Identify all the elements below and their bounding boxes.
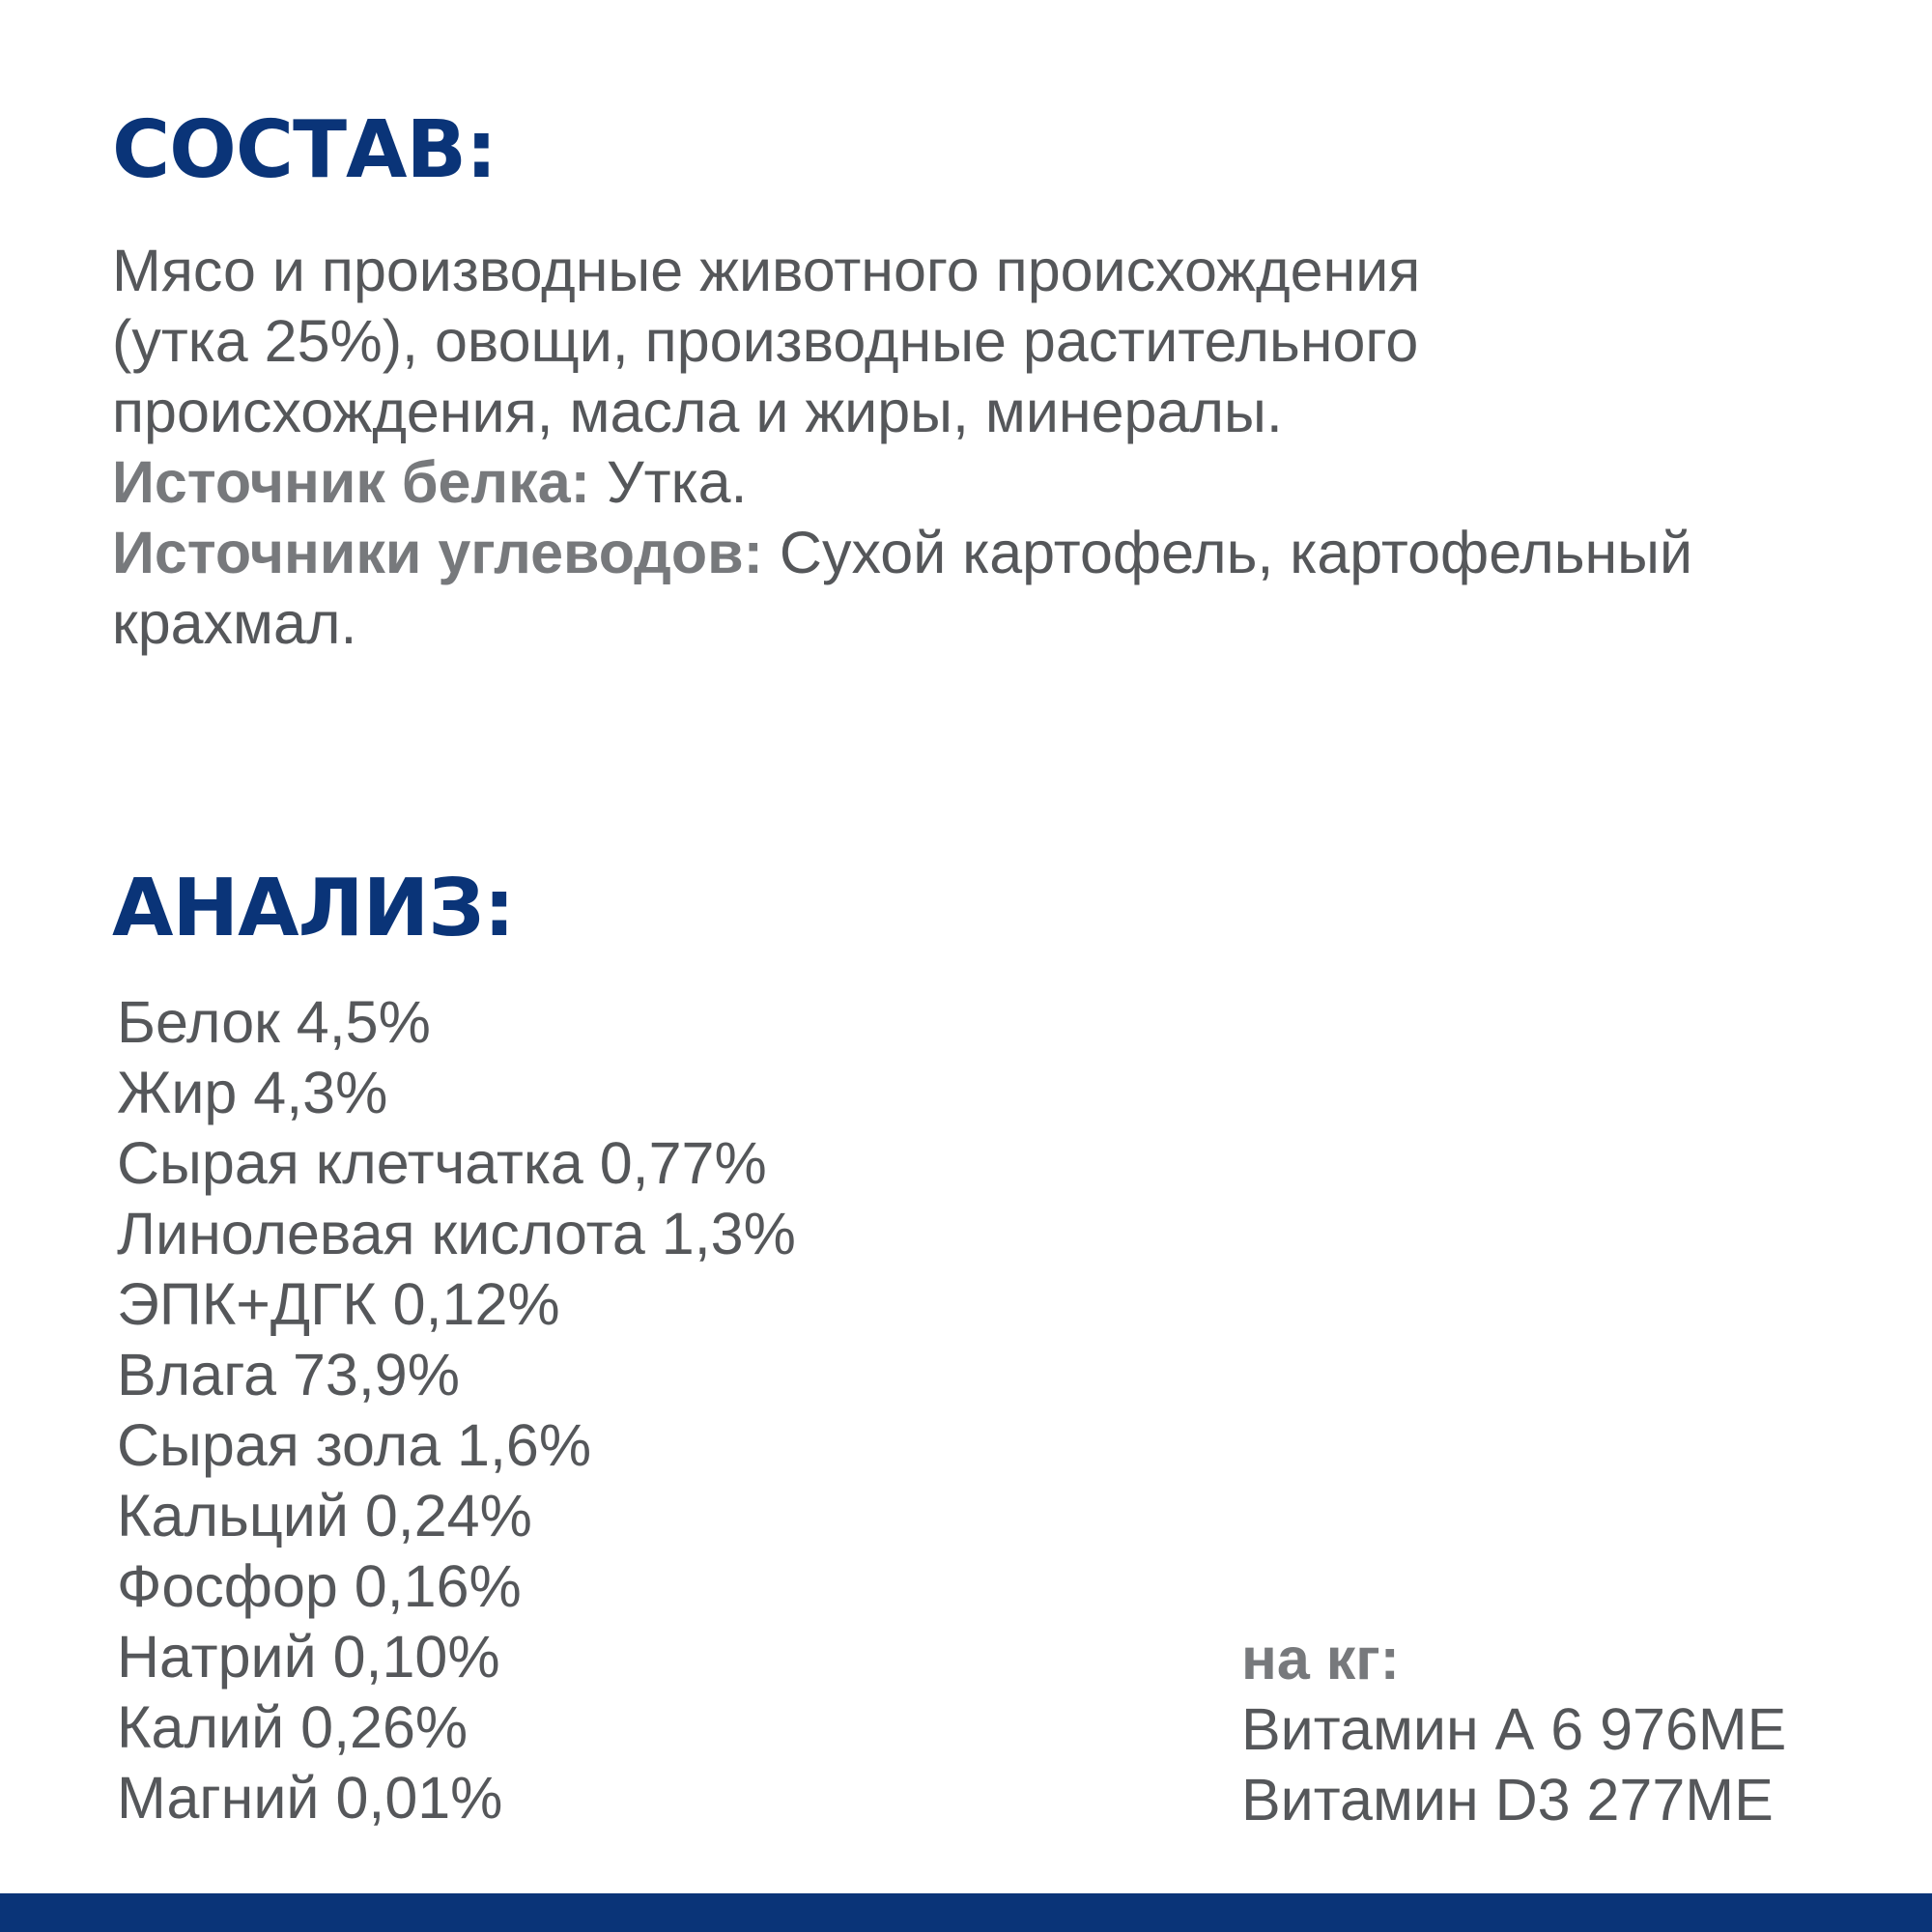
composition-line: Мясо и производные животного происхождения — [112, 238, 1421, 303]
analysis-item: Магний 0,01% — [117, 1765, 503, 1831]
vitamin-item: Витамин D3 277МЕ — [1241, 1767, 1774, 1833]
protein-source-label: Источник белка: — [112, 449, 590, 515]
vitamin-item: Витамин А 6 976МЕ — [1241, 1696, 1787, 1762]
composition-line: (утка 25%), овощи, производные растительного — [112, 308, 1419, 374]
analysis-heading: АНАЛИЗ: — [112, 863, 515, 954]
analysis-item: Линолевая кислота 1,3% — [117, 1201, 796, 1266]
per-kg-block — [1241, 1624, 1786, 1835]
analysis-item: Влага 73,9% — [117, 1342, 460, 1407]
analysis-item: Сырая клетчатка 0,77% — [117, 1130, 767, 1196]
analysis-item: Сырая зола 1,6% — [117, 1412, 592, 1478]
composition-heading: СОСТАВ: — [112, 104, 497, 196]
analysis-item: Натрий 0,10% — [117, 1624, 500, 1690]
analysis-item: Белок 4,5% — [117, 989, 431, 1055]
per-kg-label: на кг: — [1241, 1626, 1400, 1691]
carbs-source-value: Сухой картофель, картофельный — [762, 520, 1693, 585]
footer-bar — [0, 1893, 1932, 1932]
analysis-list — [117, 987, 796, 1833]
analysis-item: ЭПК+ДГК 0,12% — [117, 1271, 560, 1337]
carbs-source-continued: крахмал. — [112, 590, 357, 656]
analysis-item: Кальций 0,24% — [117, 1483, 532, 1548]
composition-line: происхождения, масла и жиры, минералы. — [112, 379, 1283, 444]
protein-source — [112, 447, 1851, 518]
carbs-source-label: Источники углеводов: — [112, 520, 763, 585]
composition-text — [112, 236, 1851, 659]
analysis-item: Фосфор 0,16% — [117, 1553, 522, 1619]
carbs-source — [112, 518, 1851, 588]
analysis-item: Жир 4,3% — [117, 1060, 388, 1125]
protein-source-value: Утка. — [589, 449, 748, 515]
analysis-item: Калий 0,26% — [117, 1694, 469, 1760]
